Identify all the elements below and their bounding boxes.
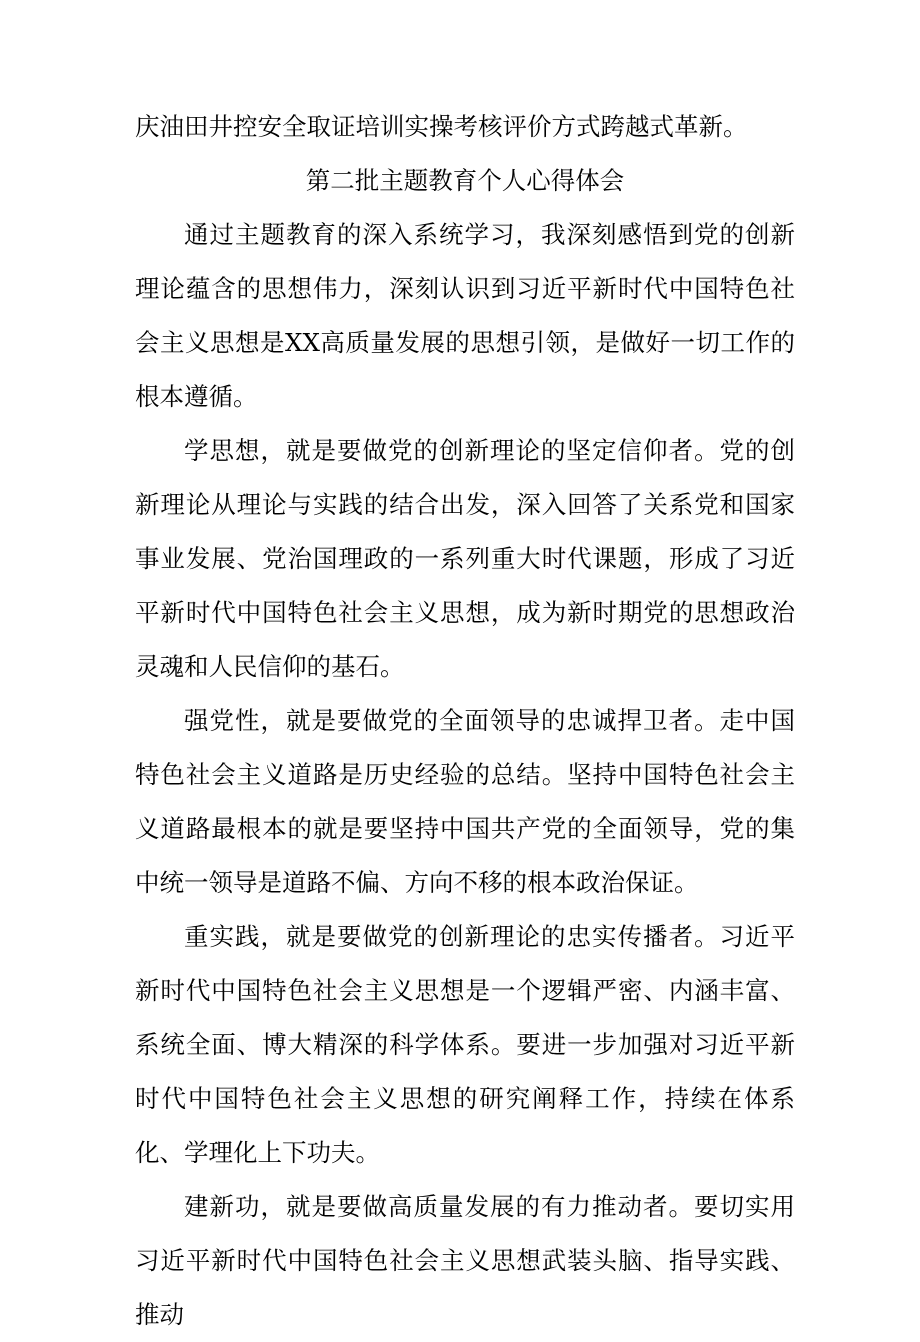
paragraph-intro: 通过主题教育的深入系统学习，我深刻感悟到党的创新理论蕴含的思想伟力，深刻认识到习近平新时代中国特色社会主义思想是XX高质量发展的思想引领，是做好一切工作的根本遵循。	[135, 220, 795, 411]
paragraph-new-achievements: 建新功，就是要做高质量发展的有力推动者。要切实用习近平新时代中国特色社会主义思想武装头脑、指导实践、推动	[135, 1192, 795, 1329]
document-body	[135, 100, 795, 1342]
paragraph-study-thought: 学思想，就是要做党的创新理论的坚定信仰者。党的创新理论从理论与实践的结合出发，深入回答了关系党和国家事业发展、党治国理政的一系列重大时代课题，形成了习近平新时代中国特色社会主义思想，成为新时期党的思想政治灵魂和人民信仰的基石。	[135, 436, 795, 681]
paragraph-practice: 重实践，就是要做党的创新理论的忠实传播者。习近平新时代中国特色社会主义思想是一个逻辑严密、内涵丰富、系统全面、博大精深的科学体系。要进一步加强对习近平新时代中国特色社会主义思想的研究阐释工作，持续在体系化、学理化上下功夫。	[135, 922, 795, 1167]
paragraph-party-spirit: 强党性，就是要做党的全面领导的忠诚捍卫者。走中国特色社会主义道路是历史经验的总结。坚持中国特色社会主义道路最根本的就是要坚持中国共产党的全面领导，党的集中统一领导是道路不偏、方向不移的根本政治保证。	[135, 706, 795, 897]
lead-line: 庆油田井控安全取证培训实操考核评价方式跨越式革新。	[135, 112, 748, 141]
document-title: 第二批主题教育个人心得体会	[305, 166, 625, 195]
